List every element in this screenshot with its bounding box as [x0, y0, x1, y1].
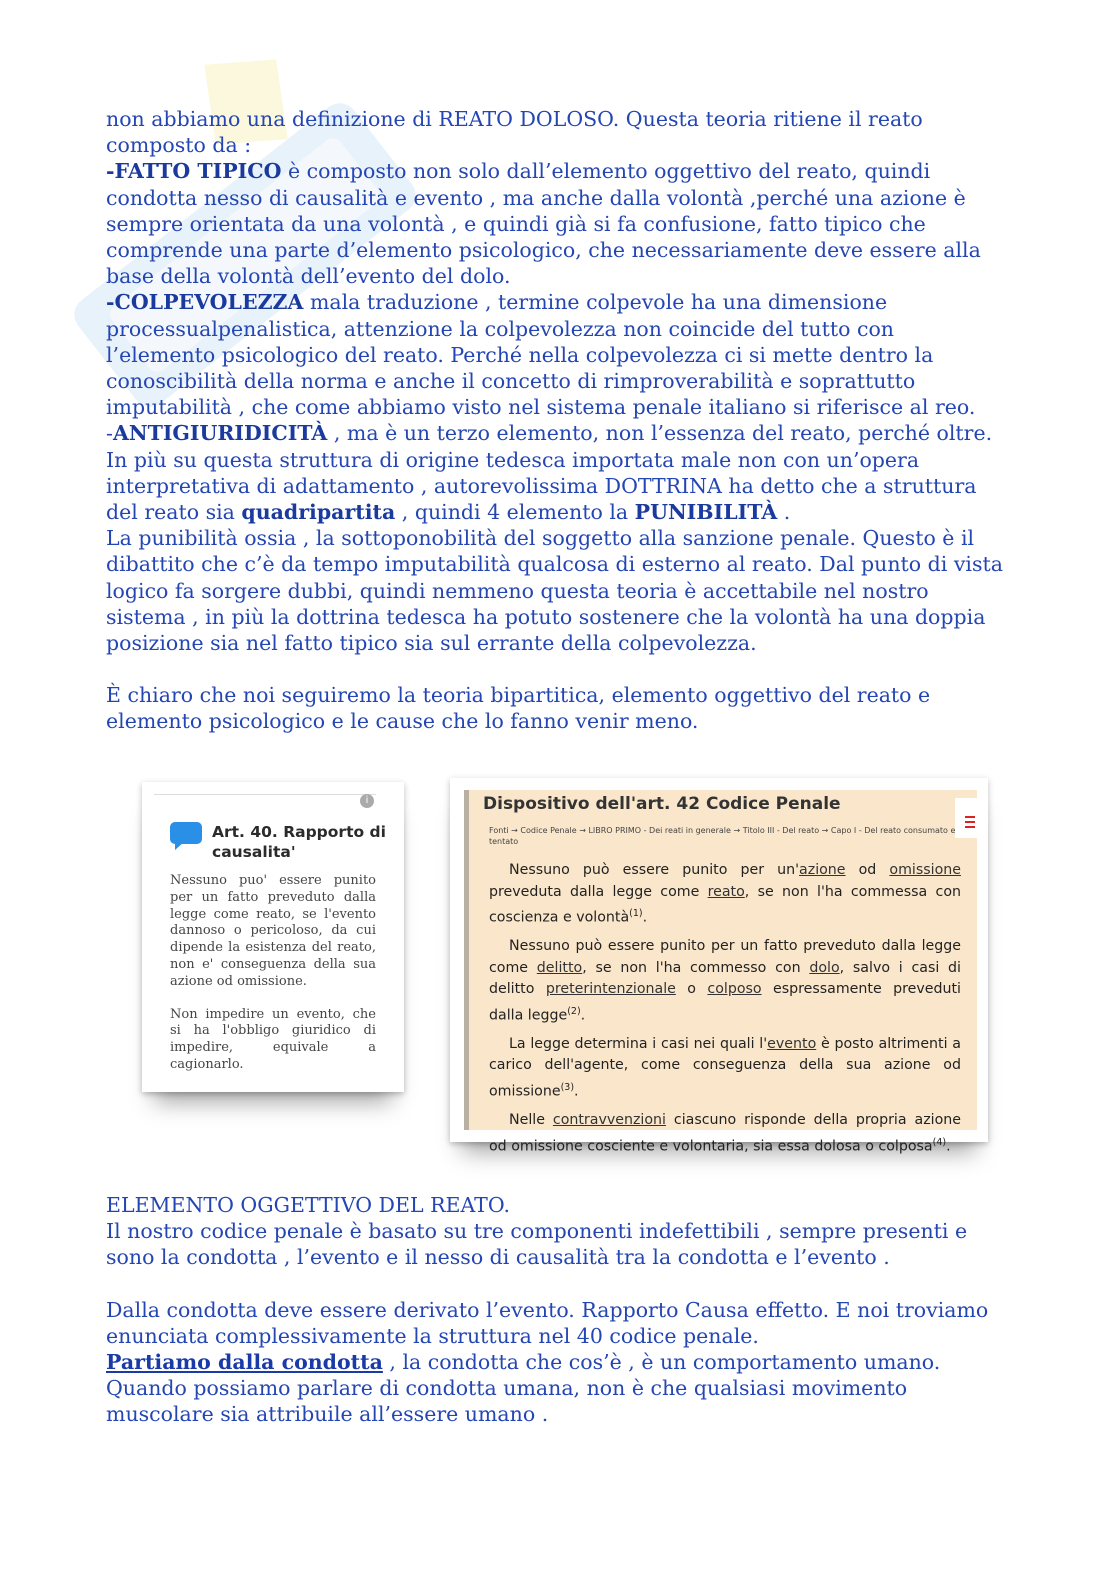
quadripartita-text-a: In più su questa struttura di origine tedesca importata male non con un’opera interpretativa di adattamento , autorevolissima DOTTRINA ha detto che a struttura del reato sia: [106, 447, 977, 525]
footnote-4[interactable]: (4): [932, 1136, 947, 1148]
art42-heading: Dispositivo dell'art. 42 Codice Penale: [483, 794, 841, 814]
art42-para-1: Nessuno può essere punito per un'azione od omissione preveduta dalla legge come reato, se non l'ha commessa con coscienza e volontà$^{(1)}$.: [489, 862, 961, 926]
paragraph-causa-effetto: Dalla condotta deve essere derivato l’evento. Rapporto Causa effetto. E noi troviamo enunciata complessivamente la struttura nel 40 codice penale.: [106, 1297, 989, 1348]
paragraph-antigiuridicita: [106, 420, 1006, 446]
art40-para-1: Nessuno puo' essere punito per un fatto preveduto dalla legge come reato, se l'evento dannoso o pericoloso, da cui dipende la esistenza del reato, non e' conseguenza della sua azione od omissione.: [170, 873, 376, 989]
main-text-top: [106, 106, 1006, 735]
art40-body: [170, 873, 376, 1090]
paragraph-componenti: Il nostro codice penale è basato su tre componenti indefettibili , sempre presenti e sono la condotta , l’evento e il nesso di causalità tra la condotta e l’evento .: [106, 1219, 968, 1270]
link-colposo[interactable]: colposo: [707, 981, 762, 998]
link-dolo[interactable]: dolo: [809, 959, 840, 976]
term-fatto-tipico: -FATTO TIPICO: [106, 159, 282, 184]
colpevolezza-text: mala traduzione , termine colpevole ha una dimensione processualpenalistica, attenzione la colpevolezza non coincide del tutto con l’elemento psicologico del reato. Perché nella colpevolezza ci si mette dentro la conoscibilità della norma e anche il concetto di rimproverabilità e soprattutto imputabilità , che come abbiamo visto nel sistema penale italiano si riferisce al reo.: [106, 290, 976, 420]
link-azione[interactable]: azione: [799, 862, 846, 878]
paragraph-bipartitica: È chiaro che noi seguiremo la teoria bipartitica, elemento oggettivo del reato e elemento psicologico e le cause che lo fanno venir meno.: [106, 683, 931, 734]
link-partiamo-dalla-condotta[interactable]: Partiamo dalla condotta: [106, 1350, 383, 1375]
footnote-3[interactable]: (3): [560, 1081, 575, 1093]
term-punibilita: PUNIBILITÀ: [634, 500, 778, 525]
link-omissione[interactable]: omissione: [889, 862, 961, 878]
link-contravvenzioni[interactable]: contravvenzioni: [552, 1112, 666, 1129]
art42-body: [489, 860, 961, 1165]
chat-bubble-icon: [170, 822, 202, 850]
art40-title: Art. 40. Rapporto di causalita': [212, 823, 386, 861]
art42-para-3: La legge determina i casi nei quali l'evento è posto altrimenti a carico dell'agente, come conseguenza della sua azione od omissione$^{(3)}$.: [489, 1035, 961, 1100]
paragraph-fatto-tipico: [106, 158, 1006, 289]
paragraph-colpevolezza: [106, 289, 1006, 420]
main-text-bottom: [106, 1192, 1006, 1428]
art42-para-4: Nelle contravvenzioni ciascuno risponde della propria azione od omissione cosciente e volontaria, sia essa dolosa o colposa$^{(4)}$.: [489, 1112, 961, 1155]
condotta-text: , la condotta che cos’è , è un comportamento umano. Quando possiamo parlare di condotta umana, non è che qualsiasi movimento muscolare sia attribuile all’essere umano .: [106, 1350, 941, 1427]
art40-card: [142, 782, 404, 1092]
link-preterintenzionale[interactable]: preterintenzionale: [545, 981, 676, 998]
fatto-tipico-text: è composto non solo dall’elemento oggettivo del reato, quindi condotta nesso di causalità e evento , ma anche dalla volontà ,perché una azione è sempre orientata da una volontà , e quindi già si fa confusione, fatto tipico che comprende una parte d’elemento psicologico, che necessariamente deve essere alla base della volontà dell’evento del dolo.: [106, 159, 981, 289]
term-antigiuridicita: ANTIGIURIDICITÀ: [112, 421, 328, 446]
art40-para-2: Non impedire un evento, che si ha l'obbligo giuridico di impedire, equivale a cagionarlo.: [170, 1006, 376, 1072]
quadripartita-text-b: , quindi 4 elemento la: [395, 500, 635, 525]
paragraph-intro: non abbiamo una definizione di REATO DOLOSO. Questa teoria ritiene il reato composto da :: [106, 107, 923, 158]
quadripartita-text-c: .: [777, 500, 791, 525]
art42-card: [450, 778, 988, 1155]
link-delitto[interactable]: delitto: [536, 959, 583, 976]
section-heading-elemento-oggettivo: ELEMENTO OGGETTIVO DEL REATO.: [106, 1193, 510, 1217]
link-evento[interactable]: evento: [767, 1035, 817, 1052]
paragraph-condotta: [106, 1349, 1006, 1428]
link-reato[interactable]: reato: [707, 883, 745, 900]
dash: -: [106, 421, 113, 446]
breadcrumb: Fonti → Codice Penale → LIBRO PRIMO - Dei reati in generale → Titolo III - Del reato → Capo I - Del reato consumato e tentato: [489, 826, 956, 846]
term-colpevolezza: -COLPEVOLEZZA: [106, 290, 304, 315]
paragraph-quadripartita: [106, 447, 1006, 526]
footnote-1[interactable]: (1): [629, 908, 643, 919]
paragraph-punibilita: La punibilità ossia , la sottoponobilità del soggetto alla sanzione penale. Questo è il dibattito che c’è da tempo imputabilità qualcosa di esterno al reato. Dal punto di vista logico fa sorgere dubbi, quindi nemmeno questa teoria è accettabile nel nostro sistema , in più la dottrina tedesca ha potuto sostenere che la volontà ha una doppia posizione sia nel fatto tipico sia sul errante della colpevolezza.: [106, 526, 1003, 656]
footnote-2[interactable]: (2): [567, 1005, 581, 1017]
term-quadripartita: quadripartita: [241, 500, 396, 525]
antigiuridicita-text: , ma è un terzo elemento, non l’essenza del reato, perché oltre.: [327, 421, 993, 446]
info-icon[interactable]: i: [360, 794, 374, 808]
art42-para-2: Nessuno può essere punito per un fatto preveduto dalla legge come delitto, se non l'ha commesso con dolo, salvo i casi di delitto preterintenzionale o colposo espressamente preveduti dalla legge$^{(2)}$.: [489, 938, 961, 1024]
